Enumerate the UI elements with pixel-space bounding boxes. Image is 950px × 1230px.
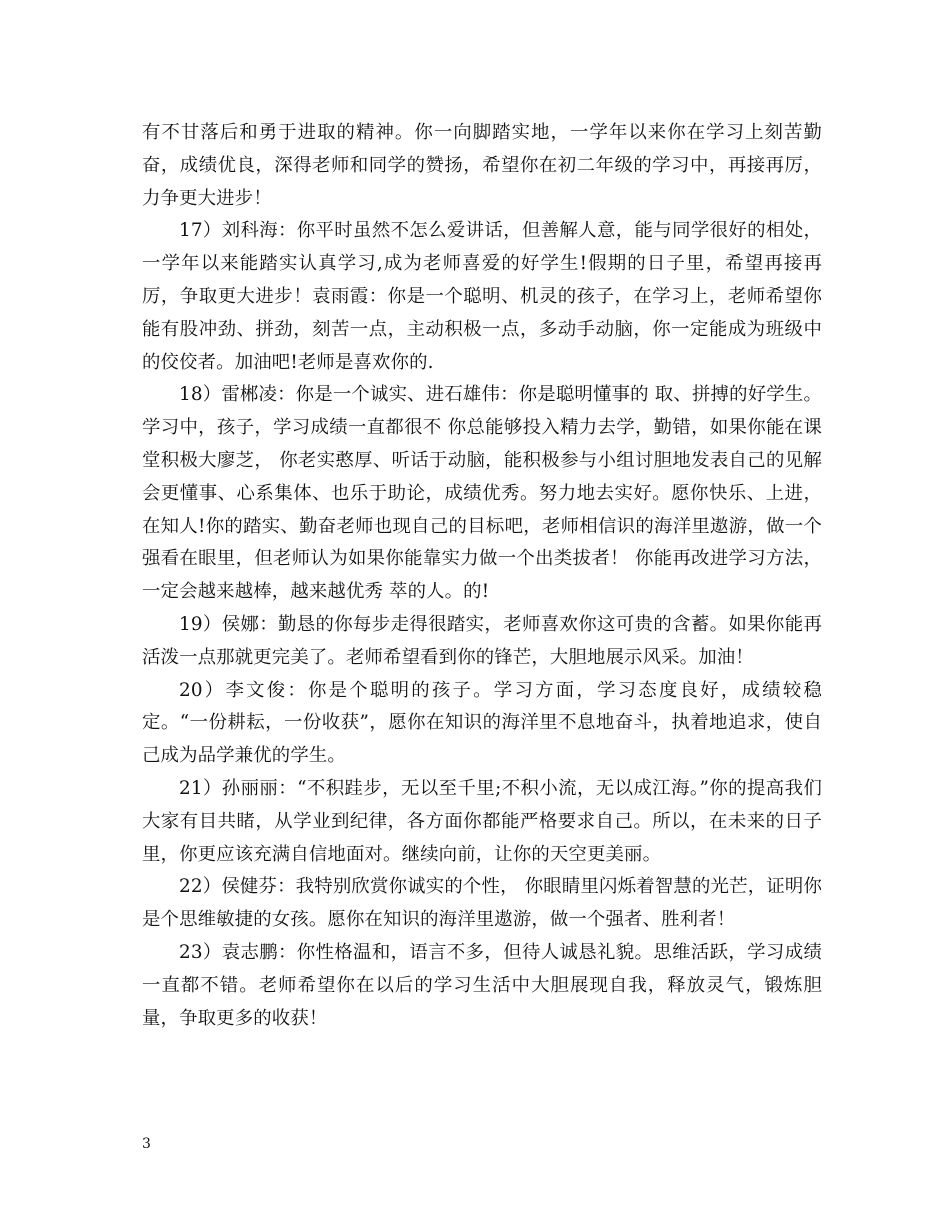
- paragraph-17: 17）刘科海：你平时虽然不怎么爱讲话，但善解人意，能与同学很好的相处，一学年以来能踏实认真学习,成为老师喜爱的好学生!假期的日子里，希望再接再厉，争取更大进步！袁雨霞：你是一个聪明、机灵的孩子，在学习上，老师希望你能有股冲劲、拼劲，刻苦一点，主动积极一点，多动手动脑，你一定能成为班级中的佼佼者。加油吧!老师是喜欢你的.: [142, 220, 822, 373]
- paragraph-20: 20）李文俊：你是个聪明的孩子。学习方面，学习态度良好，成绩较稳定。“一份耕耘，一份收获”，愿你在知识的海洋里不息地奋斗，执着地追求，使自己成为品学兼优的学生。: [142, 679, 822, 767]
- paragraph-21: 21）孙丽丽：“不积跬步，无以至千里;不积小流，无以成江海。”你的提高我们大家有目共睹，从学业到纪律，各方面你都能严格要求自己。所以，在未来的日子里，你更应该充满自信地面对。继续向前，让你的天空更美丽。: [142, 777, 822, 865]
- paragraph-18: 18）雷郴凌：你是一个诚实、进石雄伟：你是聪明懂事的 取、拼搏的好学生。学习中，孩子，学习成绩一直都很不 你总能够投入精力去学，勤错，如果你能在课堂积极大廖芝， 你老实憨厚、听话于动脑，能积极参与小组讨胆地发表自己的见解会更懂事、心系集体、也乐于助论，成绩优秀。努力地去实好。愿你快乐、上进，在知人!你的踏实、勤奋老师也现自己的目标吧，老师相信识的海洋里遨游，做一个强看在眼里，但老师认为如果你能靠实力做一个出类拔者！ 你能再改进学习方法，一定会越来越棒，越来越优秀 萃的人。的!: [142, 384, 822, 603]
- page-number: 3: [142, 1136, 151, 1152]
- body-text: [142, 117, 822, 1035]
- paragraph-23: 23）袁志鹏：你性格温和，语言不多，但待人诚恳礼貌。思维活跃，学习成绩一直都不错。老师希望你在以后的学习生活中大胆展现自我，释放灵气，锻炼胆量，争取更多的收获！: [142, 941, 822, 1029]
- paragraph-continuation: 有不甘落后和勇于进取的精神。你一向脚踏实地，一学年以来你在学习上刻苦勤奋，成绩优良，深得老师和同学的赞扬，希望你在初二年级的学习中，再接再厉，力争更大进步！: [142, 122, 822, 209]
- paragraph-22: 22）侯健芬：我特别欣赏你诚实的个性， 你眼睛里闪烁着智慧的光芒，证明你是个思维敏捷的女孩。愿你在知识的海洋里遨游，做一个强者、胜利者！: [142, 876, 822, 931]
- paragraph-19: 19）侯娜：勤恳的你每步走得很踏实，老师喜欢你这可贵的含蓄。如果你能再活泼一点那就更完美了。老师希望看到你的锋芒，大胆地展示风采。加油！: [142, 613, 822, 668]
